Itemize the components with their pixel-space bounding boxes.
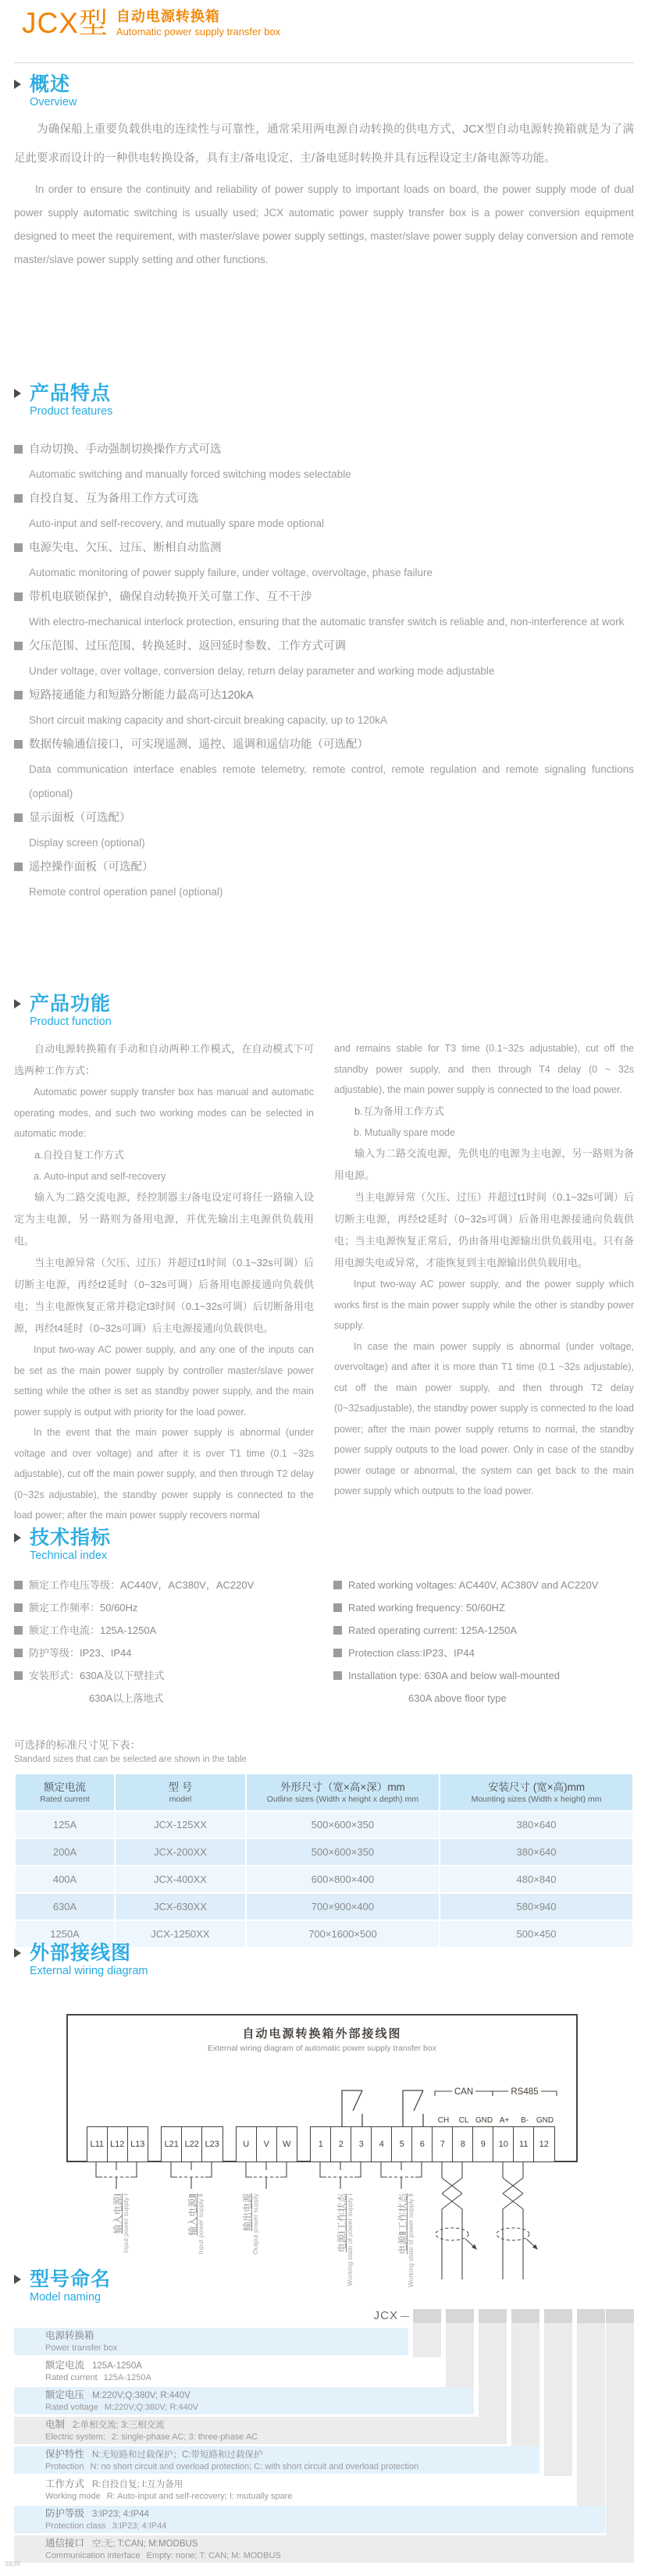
model-naming-row [14, 2535, 634, 2563]
square-bullet-icon [14, 740, 23, 749]
cell-outline-size: 500×600×350 [247, 1839, 439, 1865]
table-row [16, 1839, 632, 1865]
section-model-naming [14, 2268, 634, 2570]
overview-title-cn: 概述 [30, 73, 71, 95]
cell-rated-current: 630A [16, 1894, 114, 1920]
terminal-cell: 12 [533, 2126, 555, 2162]
square-bullet-icon [14, 494, 23, 503]
naming-row-line-cn: 额定电压 M:220V;Q:380V; R:440V [45, 2389, 190, 2400]
terminal-cell: V [256, 2126, 278, 2162]
naming-row-line-cn: 电源转换箱 [45, 2330, 94, 2341]
wiring-group-label-en: Working state of power supply Ⅱ [407, 2194, 415, 2288]
wiring-group-label-cn: 输入电源Ⅰ [112, 2194, 123, 2234]
feature-text-en: Automatic monitoring of power supply failure, under voltage, overvoltage, phase failure [29, 567, 433, 578]
function-columns [14, 1038, 634, 1526]
rs485-bus-label: RS485 [511, 2087, 539, 2097]
section-triangle-icon [14, 2275, 21, 2284]
square-bullet-icon [333, 1626, 342, 1635]
wiring-box-title-en: External wiring diagram of automatic power supply transfer box [208, 2044, 436, 2053]
function-left-column [14, 1038, 314, 1526]
terminal-cell: L13 [127, 2126, 149, 2162]
col-header-model: 型 号 model [116, 1774, 245, 1810]
cell-rated-current: 400A [16, 1866, 114, 1892]
square-bullet-icon [14, 592, 23, 601]
overview-paragraph-cn: 为确保船上重要负载供电的连续性与可靠性，通常采用两电源自动转换的供电方式，JCX型自动电源转换箱就是为了满足此要求而设计的一种供电转换设备，具有主/备电设定、主/备电延时转换并具有远程设定主/备电源等功能。 [14, 123, 634, 165]
can-bus-label: CAN [454, 2087, 474, 2097]
feature-text-cn: 显示面板（可选配） [14, 806, 634, 831]
feature-text-en: Auto-input and self-recovery, and mutually spare mode optional [29, 518, 324, 529]
section-triangle-icon [14, 389, 21, 398]
terminal-cell: 6 [411, 2126, 433, 2162]
naming-row-line-en: Protection N: no short circuit and overload protection; C: with short circuit and overload protection [45, 2462, 419, 2471]
section-function [14, 993, 634, 1526]
terminal-cell: W [276, 2126, 298, 2162]
wiring-title-cn: 外部接线图 [30, 1942, 132, 1964]
terminal-cell: 2 [330, 2126, 352, 2162]
page-numbers: 38|39 [5, 2560, 20, 2567]
naming-row-line-en: Communication interface Empty: none; T: CAN; M: MODBUS [45, 2551, 281, 2560]
function-paragraph: 当主电源异常（欠压、过压）并超过t1时间（0.1~32s可调）后切断主电源，再经t2延时（0~32s可调）后备用电源接通向负载供电；当主电源恢复正常后，仍由备用电源输出供负载用电。只有备用电源失电或异常，才能恢复到主电源输出供负载用电。 [334, 1191, 634, 1268]
tech-item: Rated working frequency: 50/60HZ [333, 1596, 634, 1619]
function-paragraph: 输入为二路交流电源，先供电的电源为主电源，另一路则为备用电源。 [334, 1147, 634, 1181]
tech-right-column [333, 1574, 634, 1710]
col-header-outline-sizes: 外形尺寸（宽×高×深）mm Outline sizes (Width x height x depth) mm [247, 1774, 439, 1810]
table-row [16, 1894, 632, 1920]
wiring-group-label-cn: 电源Ⅰ工作状态 [336, 2194, 347, 2253]
square-bullet-icon [14, 1671, 23, 1680]
naming-row-line-cn: 防护等级 3:IP23; 4:IP44 [45, 2508, 149, 2519]
table-row [16, 1866, 632, 1892]
cell-model: JCX-125XX [116, 1812, 245, 1838]
square-bullet-icon [14, 1649, 23, 1657]
function-paragraph: a. Auto-input and self-recovery [34, 1170, 166, 1182]
overview-heading [14, 73, 634, 109]
model-naming-row [14, 2387, 474, 2414]
feature-text-cn: 短路接通能力和短路分断能力最高可达120kA [14, 683, 634, 708]
square-bullet-icon [14, 1581, 23, 1589]
product-title-block [116, 6, 280, 38]
feature-item [14, 437, 634, 486]
wiring-group-label-en: Output power supply [251, 2194, 259, 2254]
cell-outline-size: 700×1600×500 [247, 1921, 439, 1947]
feature-item [14, 486, 634, 535]
section-triangle-icon [14, 1948, 21, 1958]
col-header-mounting-sizes: 安装尺寸 (宽×高)mm Mounting sizes (Width x height) mm [440, 1774, 632, 1810]
product-model-title: JCX型 [22, 7, 109, 39]
product-title-cn: 自动电源转换箱 [116, 9, 220, 24]
function-title-en: Product function [30, 1016, 112, 1028]
cell-mounting-size: 380×640 [440, 1839, 632, 1865]
table-row [16, 1812, 632, 1838]
wiring-group-label-en: Input power supply Ⅰ [122, 2194, 130, 2254]
cell-mounting-size: 580×940 [440, 1894, 632, 1920]
terminal-row [87, 2126, 555, 2162]
standard-sizes-table [14, 1773, 634, 1948]
feature-text-en: With electro-mechanical interlock protection, ensuring that the automatic transfer switch is reliable and, non-interference at work [29, 616, 625, 628]
terminal-cell: U [236, 2126, 258, 2162]
function-right-column [334, 1038, 634, 1526]
feature-text-cn: 电源失电、欠压、过压、断相自动监测 [14, 535, 634, 560]
tech-title-en: Technical index [30, 1550, 108, 1562]
cell-outline-size: 500×600×350 [247, 1812, 439, 1838]
function-paragraph: 当主电源异常（欠压、过压）并超过t1时间（0.1~32s可调）后切断主电源，再经t2延时（0~32s可调）后备用电源接通向负载供电；当主电源恢复正常并稳定t3时间（0.1~32s可调）后切断备用电源，再经t4延时（0~32s可调）后主电源接通向负载供电。 [14, 1257, 314, 1334]
tech-item: 安装形式：630A及以下壁挂式 630A以上落地式 [14, 1664, 315, 1710]
wiring-group-label-en: Working state of power supply Ⅰ [346, 2194, 354, 2286]
section-overview [14, 73, 634, 272]
feature-text-cn: 遥控操作面板（可选配） [14, 855, 634, 880]
naming-row-line-cn: 工作方式 R:自投自复; I:互为备用 [45, 2478, 183, 2489]
function-heading [14, 993, 634, 1029]
function-paragraph: b. Mutually spare mode [354, 1126, 455, 1138]
terminal-cell: 10 [493, 2126, 514, 2162]
cell-model: JCX-200XX [116, 1839, 245, 1865]
model-naming-row [14, 2417, 507, 2444]
cell-outline-size: 600×800×400 [247, 1866, 439, 1892]
feature-text-cn: 数据传输通信接口，可实现遥测、遥控、遥调和遥信功能（可选配） [14, 732, 634, 757]
function-title-cn: 产品功能 [30, 993, 112, 1015]
square-bullet-icon [14, 691, 23, 699]
function-paragraph: Input two-way AC power supply, and the power supply which works first is the main power supply while the other is standby power supply. [334, 1279, 634, 1331]
naming-row-line-en: Electric system: 2: single-phase AC; 3: three-phase AC [45, 2432, 258, 2442]
function-paragraph: b.互为备用工作方式 [354, 1105, 444, 1117]
cell-outline-size: 700×900×400 [247, 1894, 439, 1920]
function-paragraph: In the event that the main power supply is abnormal (under voltage and over voltage) and after it is over T1 time (0.1 ~32s adjustable), cut off the main power supply, and then through T2 delay (0~32s adjustable), the standby power supply is connected to the load power; after the main power supply recovers normal [14, 1427, 314, 1521]
feature-item [14, 855, 634, 904]
naming-title-cn: 型号命名 [30, 2268, 112, 2290]
model-naming-row [14, 2506, 605, 2533]
tech-left-column [14, 1574, 315, 1710]
tech-heading [14, 1527, 634, 1563]
terminal-cell: 4 [371, 2126, 393, 2162]
function-paragraph: 自动电源转换箱有手动和自动两种工作模式，在自动模式下可选两种工作方式： [14, 1043, 314, 1076]
naming-row-line-en: Protection class 3:IP23; 4:IP44 [45, 2521, 167, 2531]
feature-text-cn: 带机电联锁保护，确保自动转换开关可靠工作、互不干涉 [14, 585, 634, 610]
feature-item [14, 535, 634, 585]
square-bullet-icon [14, 813, 23, 822]
wiring-group-label-cn: 输出电源 [242, 2194, 253, 2232]
function-paragraph: Automatic power supply transfer box has manual and automatic operating modes, and such two working modes can be selected in automatic mode: [14, 1087, 314, 1139]
square-bullet-icon [333, 1581, 342, 1589]
square-bullet-icon [14, 543, 23, 552]
naming-heading [14, 2268, 634, 2304]
pin-label-ch: CH [437, 2116, 450, 2125]
features-title-en: Product features [30, 405, 113, 418]
naming-title-en: Model naming [30, 2291, 101, 2304]
naming-row-line-en: Working mode R: Auto-input and self-recovery; I: mutually spare [45, 2492, 293, 2501]
cell-mounting-size: 480×840 [440, 1866, 632, 1892]
pin-label-gnd2: GND [536, 2116, 554, 2125]
features-title-cn: 产品特点 [30, 382, 112, 404]
tech-item: Installation type: 630A and below wall-mounted 630A above floor type [333, 1664, 634, 1710]
naming-row-line-cn: 额定电流 125A-1250A [45, 2360, 142, 2371]
wiring-diagram-box [66, 2014, 578, 2162]
pin-label-b-minus: B- [521, 2116, 529, 2125]
feature-text-en: Automatic switching and manually forced switching modes selectable [29, 468, 351, 480]
terminal-cell: 7 [432, 2126, 454, 2162]
function-paragraph: 输入为二路交流电源，经控制器主/备电设定可将任一路输入设定为主电源，另一路则为备用电源，并优先输出主电源供负载用电。 [14, 1191, 314, 1247]
wiring-group-label-en: Input power supply Ⅱ [197, 2194, 205, 2254]
model-naming-diagram [14, 2309, 634, 2567]
square-bullet-icon [333, 1649, 342, 1657]
naming-row-line-cn: 电制 2:单相交流; 3:三相交流 [45, 2419, 165, 2430]
square-bullet-icon [14, 1603, 23, 1612]
tech-item-continuation: 630A以上落地式 [89, 1692, 164, 1704]
terminal-cell: L22 [181, 2126, 203, 2162]
tech-title-cn: 技术指标 [30, 1527, 112, 1549]
terminal-cell: L11 [87, 2126, 109, 2162]
table-header-row [16, 1774, 632, 1810]
model-naming-row [14, 2446, 539, 2474]
tech-columns [14, 1574, 634, 1710]
square-bullet-icon [14, 642, 23, 650]
feature-text-en: Remote control operation panel (optional) [29, 886, 223, 898]
tech-item-continuation: 630A above floor type [408, 1692, 507, 1704]
feature-item [14, 683, 634, 732]
feature-text-en: Short circuit making capacity and short-circuit breaking capacity, up to 120kA [29, 714, 387, 726]
terminal-cell: 3 [351, 2126, 372, 2162]
tech-item: 额定工作电压等级：AC440V，AC380V，AC220V [14, 1574, 315, 1596]
square-bullet-icon [333, 1671, 342, 1680]
terminal-cell: 8 [452, 2126, 474, 2162]
wiring-box-title-cn: 自动电源转换箱外部接线图 [242, 2027, 402, 2041]
tech-item: 防护等级：IP23、IP44 [14, 1642, 315, 1664]
col-header-rated-current: 额定电流 Rated current [16, 1774, 114, 1810]
naming-row-line-cn: 通信接口 空:无; T:CAN; M:MODBUS [45, 2538, 198, 2549]
cell-model: JCX-400XX [116, 1866, 245, 1892]
wiring-group-label-cn: 电源Ⅱ工作状态 [397, 2194, 408, 2254]
tech-item: Rated operating current: 125A-1250A [333, 1619, 634, 1642]
section-sizes [14, 1738, 634, 1948]
tech-item: 额定工作电流：125A-1250A [14, 1619, 315, 1642]
feature-item [14, 806, 634, 855]
sizes-note-en: Standard sizes that can be selected are shown in the table [14, 1755, 247, 1764]
header-divider [14, 62, 634, 63]
model-naming-rows [14, 2309, 634, 2567]
overview-paragraph-en: In order to ensure the continuity and reliability of power supply to important loads on board, the power supply mode of dual power supply automatic switching is usually used; JCX automatic power supply transfer box is a power conversion equipment designed to meet the requirement, with master/slave power supply settings, master/slave power supply delay conversion and remote master/slave power supply setting and other functions. [14, 183, 634, 265]
square-bullet-icon [14, 445, 23, 454]
cell-model: JCX-1250XX [116, 1921, 245, 1947]
page-header [22, 6, 280, 41]
function-paragraph: a.自投自复工作方式 [34, 1148, 124, 1161]
terminal-cell: 11 [513, 2126, 535, 2162]
terminal-cell: L12 [107, 2126, 129, 2162]
cell-rated-current: 1250A [16, 1921, 114, 1947]
section-tech-index [14, 1527, 634, 1710]
feature-text-cn: 自动切换、手动强制切换操作方式可选 [14, 437, 634, 462]
feature-item [14, 585, 634, 634]
tech-item: Protection class:IP23、IP44 [333, 1642, 634, 1664]
feature-text-en: Data communication interface enables remote telemetry, remote control, remote regulation and remote signaling functions (optional) [29, 763, 634, 799]
feature-list [14, 437, 634, 904]
function-paragraph: Input two-way AC power supply, and any one of the inputs can be set as the main power supply by controller master/slave power setting while the other is set as standby power supply, and the main power supply is output with priority for the load power. [14, 1344, 314, 1418]
terminal-cell: L23 [201, 2126, 223, 2162]
pin-label-a-plus: A+ [499, 2116, 510, 2125]
section-triangle-icon [14, 999, 21, 1009]
model-naming-row [14, 2476, 572, 2503]
cell-mounting-size: 500×450 [440, 1921, 632, 1947]
naming-row-line-cn: 保护特性 N:无短路和过载保护；C:带短路和过载保护 [45, 2449, 263, 2460]
naming-row-line-en: Rated current 125A-1250A [45, 2373, 151, 2382]
cell-rated-current: 125A [16, 1812, 114, 1838]
naming-row-line-en: Power transfer box [45, 2343, 118, 2353]
model-naming-row [14, 2328, 408, 2355]
feature-text-en: Display screen (optional) [29, 837, 145, 849]
function-paragraph: and remains stable for T3 time (0.1~32s adjustable), cut off the standby power supply, and then through T4 delay (0 ~ 32s adjustable), the main power supply is connected to the load power. [334, 1043, 634, 1095]
section-wiring [14, 1942, 634, 2287]
cell-rated-current: 200A [16, 1839, 114, 1865]
terminal-cell: 5 [391, 2126, 413, 2162]
tech-item: Rated working voltages: AC440V, AC380V and AC220V [333, 1574, 634, 1596]
cell-mounting-size: 380×640 [440, 1812, 632, 1838]
features-heading [14, 382, 634, 418]
sizes-note-cn: 可选择的标准尺寸见下表： [14, 1739, 141, 1751]
section-features [14, 382, 634, 904]
wiring-heading [14, 1942, 634, 1978]
cell-model: JCX-630XX [116, 1894, 245, 1920]
square-bullet-icon [14, 863, 23, 871]
model-naming-row [14, 2357, 441, 2385]
tech-item: 额定工作频率：50/60Hz [14, 1596, 315, 1619]
section-triangle-icon [14, 80, 21, 89]
pin-label-gnd: GND [475, 2116, 493, 2125]
wiring-title-en: External wiring diagram [30, 1965, 148, 1977]
pin-label-cl: CL [458, 2116, 469, 2125]
feature-text-cn: 自投自复、互为备用工作方式可选 [14, 486, 634, 511]
feature-item [14, 732, 634, 806]
wiring-group-label-cn: 输入电源Ⅱ [187, 2194, 198, 2236]
model-code-prefix: JCX [373, 2309, 398, 2322]
section-triangle-icon [14, 1533, 21, 1542]
product-title-en: Automatic power supply transfer box [116, 26, 281, 37]
naming-row-line-en: Rated voltage M:220V;Q:380V; R:440V [45, 2403, 199, 2412]
feature-text-en: Under voltage, over voltage, conversion delay, return delay parameter and working mode adjustable [29, 665, 495, 677]
terminal-cell: L21 [161, 2126, 183, 2162]
terminal-cell: 9 [472, 2126, 494, 2162]
function-paragraph: In case the main power supply is abnormal (under voltage, overvoltage) and after it is more than T1 time (0.1 ~32s adjustable), cut off the main power supply, and then through T2 delay (0~32sadjustable), the standby power supply is connected to the load power; after the main power supply returns to normal, the standby power supply outputs to the load power. Only in case of the standby power outage or abnormal, the system can get back to the main power supply which outputs to the load power. [334, 1340, 634, 1496]
overview-title-en: Overview [30, 96, 77, 109]
feature-item [14, 634, 634, 683]
square-bullet-icon [333, 1603, 342, 1612]
terminal-cell: 1 [310, 2126, 332, 2162]
feature-text-cn: 欠压范围、过压范围、转换延时、返回延时参数、工作方式可调 [14, 634, 634, 659]
square-bullet-icon [14, 1626, 23, 1635]
